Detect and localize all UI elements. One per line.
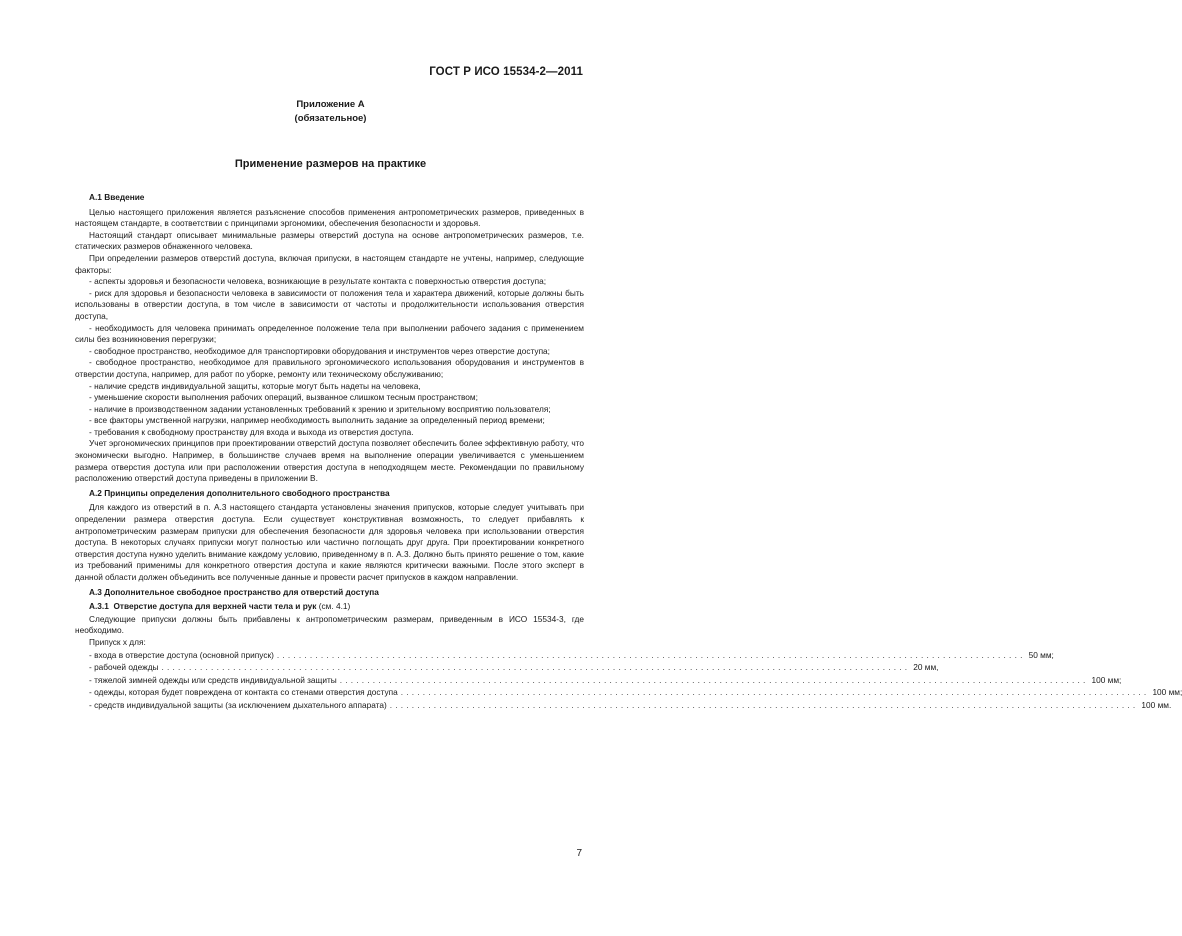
allowance-row [75, 686, 1182, 699]
paragraph: Целью настоящего приложения является разъяснение способов применения антропометрических размеров, приведенных в настоящем стандарте, в соответствии с принципами эргономики, обеспечения безопасности и здоровья. [75, 206, 584, 229]
appendix-title: Применение размеров на практике [234, 158, 427, 170]
list-item: - все факторы умственной нагрузки, например необходимость выполнить задание за определенный период времени; [89, 415, 545, 426]
subsection-reference: (см. 4.1) [318, 601, 351, 612]
document-body [75, 189, 1182, 712]
leader-dots: ........................................................................................................................................ [276, 649, 1026, 660]
allowance-label: - рабочей одежды [89, 662, 159, 673]
list-item: - риск для здоровья и безопасности человека в зависимости от положения тела и характера движений, которые должны быть использованы в отверстии доступа, в том числе в зависимости от частоты и продолжительности использования отверстия доступа, [75, 287, 584, 321]
allowance-value: 100 мм. [1141, 699, 1172, 710]
section-a3-heading: А.3 Дополнительное свободное пространство для отверстий доступа [89, 586, 379, 597]
allowance-label: - тяжелой зимней одежды или средств индивидуальной защиты [89, 674, 337, 685]
paragraph: Учет эргономических принципов при проектировании отверстий доступа позволяет обеспечить более эффективную работу, что экономически выгодно. Например, в большинстве случаев время на выполнение операции увеличивается с уменьшением размера отверстия доступа или при расположении отверстия доступа в неподходящем месте. Рекомендации по правильному расположению отверстий доступа приведены в приложении В. [75, 438, 584, 484]
list-item: - наличие средств индивидуальной защиты, которые могут быть надеты на человека, [89, 380, 421, 391]
allowance-intro: Припуск x для: [89, 636, 146, 647]
list-item: - аспекты здоровья и безопасности человека, возникающие в результате контакта с поверхностью отверстия доступа; [89, 276, 546, 287]
appendix-heading [0, 98, 661, 126]
allowance-row [75, 674, 1122, 687]
allowance-value: 20 мм, [913, 662, 939, 673]
allowance-label: - одежды, которая будет повреждена от контакта со стенами отверстия доступа [89, 687, 398, 698]
leader-dots: ........................................................................................................................................ [161, 662, 911, 673]
allowance-value: 50 мм; [1028, 649, 1054, 660]
list-item: - уменьшение скорости выполнения рабочих операций, вызванное слишком тесным пространством; [89, 392, 478, 403]
allowance-row [75, 661, 939, 674]
subsection-number: А.3.1 [89, 601, 109, 612]
list-item: - требования к свободному пространству для входа и выхода из отверстия доступа. [89, 426, 414, 437]
allowance-label: - средств индивидуальной защиты (за исключением дыхательного аппарата) [89, 699, 387, 710]
list-item: - свободное пространство, необходимое для правильного эргономического использования оборудования и инструментов в отверстии доступа, например, для работ по уборке, ремонту или техническому обслуживанию; [75, 357, 584, 379]
list-item: - необходимость для человека принимать определенное положение тела при выполнении рабочего задания с применением силы без возникновения перегрузки; [75, 322, 584, 345]
paragraph: Следующие припуски должны быть прибавлены к антропометрическим размерам, приведенным в ИСО 15534-3, где необходимо. [75, 613, 584, 636]
appendix-status: (обязательное) [294, 113, 367, 124]
leader-dots: ........................................................................................................................................ [339, 674, 1089, 685]
allowance-label: - входа в отверстие доступа (основной припуск) [89, 649, 274, 660]
leader-dots: ........................................................................................................................................ [389, 699, 1139, 710]
allowance-value: 100 мм; [1152, 687, 1182, 698]
section-a1-heading: А.1 Введение [89, 192, 145, 202]
subsection-a3-1-heading [75, 601, 584, 613]
paragraph: При определении размеров отверстий доступа, включая припуски, в настоящем стандарте не учтены, например, следующие факторы: [75, 252, 584, 275]
paragraph: Для каждого из отверстий в п. А.3 настоящего стандарта установлены значения припусков, которые следует учитывать при определении размера отверстия доступа. Если существует конструктивная возможность, то следует прибавлять к антропометрическим размерам припуски для обеспечения безопасности для здоровья человека при использовании отверстия доступа. В некоторых случаях припуски могут полностью или частично поглощать друг друга. При проектировании конкретного отверстия доступа нужно уделить внимание каждому условию, приведенному в п. А.3. Должно быть принято решение о том, какие из требований применимы для конкретного отверстия доступа и какие являются критически важными. После этого эксперт в данной области должен объединить все полученные данные и провести расчет припусков в каждом направлении. [75, 502, 584, 582]
page-number: 7 [576, 848, 582, 859]
paragraph: Настоящий стандарт описывает минимальные размеры отверстий доступа на основе антропометрических размеров, т.е. статических размеров обнаженного человека. [75, 229, 584, 252]
allowance-value: 100 мм; [1091, 674, 1122, 685]
allowance-row [75, 699, 1172, 712]
document-code-header: ГОСТ Р ИСО 15534-2—2011 [429, 66, 583, 78]
appendix-label: Приложение А [296, 99, 365, 110]
subsection-title: Отверстие доступа для верхней части тела и рук [113, 601, 317, 612]
leader-dots: ........................................................................................................................................ [400, 687, 1150, 698]
allowance-row [75, 649, 1054, 662]
list-item: - свободное пространство, необходимое для транспортировки оборудования и инструментов через отверстие доступа; [89, 345, 550, 356]
list-item: - наличие в производственном задании установленных требований к зрению и зрительному восприятию пользователя; [89, 403, 551, 414]
section-a2-heading: А.2 Принципы определения дополнительного свободного пространства [89, 487, 390, 498]
